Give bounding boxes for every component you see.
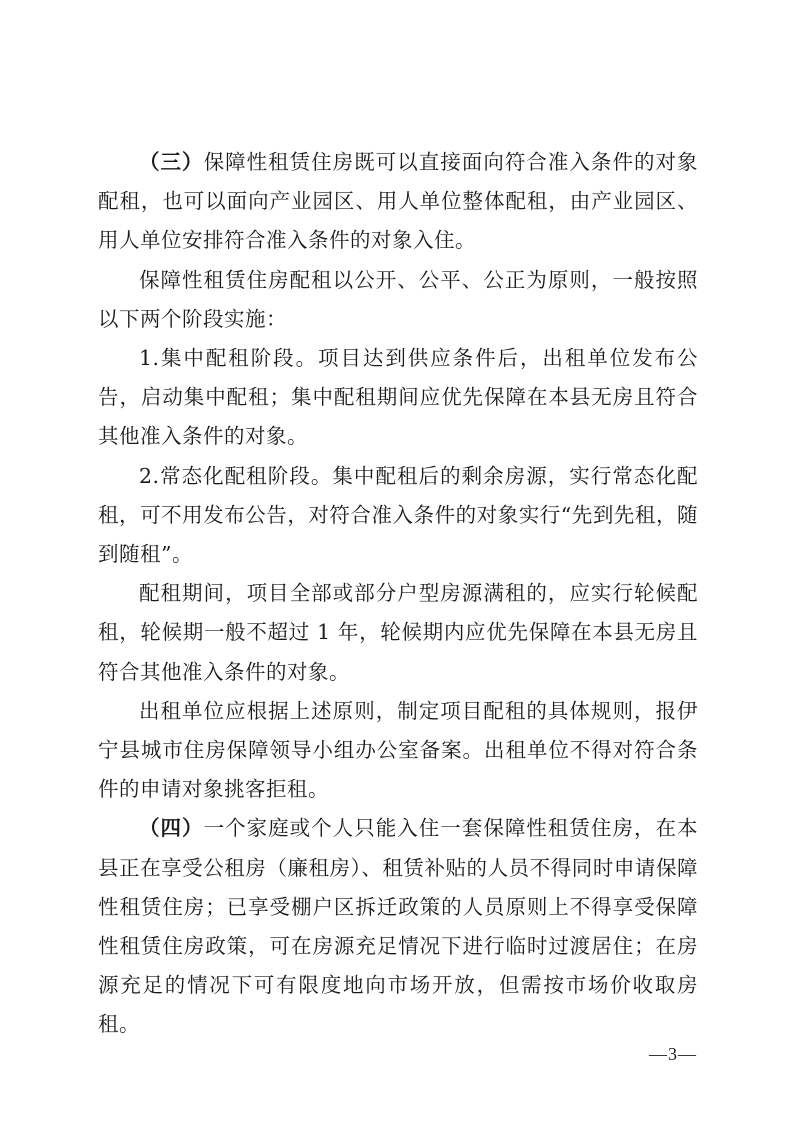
paragraph-rules-filing [98,692,698,810]
document-body [98,143,698,1045]
paragraph-stage-2 [98,457,698,575]
paragraph-text: 1.集中配租阶段。项目达到供应条件后，出租单位发布公告，启动集中配租；集中配租期间应优先保障在本县无房且符合其他准入条件的对象。 [98,346,698,449]
paragraph-stage-1 [98,339,698,457]
page-number: —3— [649,1044,697,1064]
paragraph-section-4 [98,809,698,1044]
paragraph-text: 一个家庭或个人只能入住一套保障性租赁住房，在本县正在享受公租房（廉租房）、租赁补贴的人员不得同时申请保障性租赁住房；已享受棚户区拆迁政策的人员原则上不得享受保障性租赁住房政策，可在房源充足情况下进行临时过渡居住；在房源充足的情况下可有限度地向市场开放，但需按市场价收取房租。 [98,816,699,1037]
paragraph-text: 保障性租赁住房配租以公开、公平、公正为原则，一般按照以下两个阶段实施： [98,267,698,331]
paragraph-text: 配租期间，项目全部或部分户型房源满租的，应实行轮候配租，轮候期一般不超过 1 年，轮候期内应优先保障在本县无房且符合其他准入条件的对象。 [98,581,698,684]
section-4-label: （四） [139,816,204,841]
paragraph-text: 出租单位应根据上述原则，制定项目配租的具体规则，报伊宁县城市住房保障领导小组办公室备案。出租单位不得对符合条件的申请对象挑客拒租。 [98,698,698,802]
paragraph-waiting-period [98,574,698,692]
paragraph-text: 保障性租赁住房既可以直接面向符合准入条件的对象配租，也可以面向产业园区、用人单位整体配租，由产业园区、用人单位安排符合准入条件的对象入住。 [98,150,699,253]
paragraph-principles [98,261,698,339]
section-3-label: （三） [139,150,204,174]
paragraph-section-3 [98,143,698,261]
paragraph-text: 2.常态化配租阶段。集中配租后的剩余房源，实行常态化配租，可不用发布公告，对符合准入条件的对象实行“先到先租，随到随租”。 [98,463,698,567]
